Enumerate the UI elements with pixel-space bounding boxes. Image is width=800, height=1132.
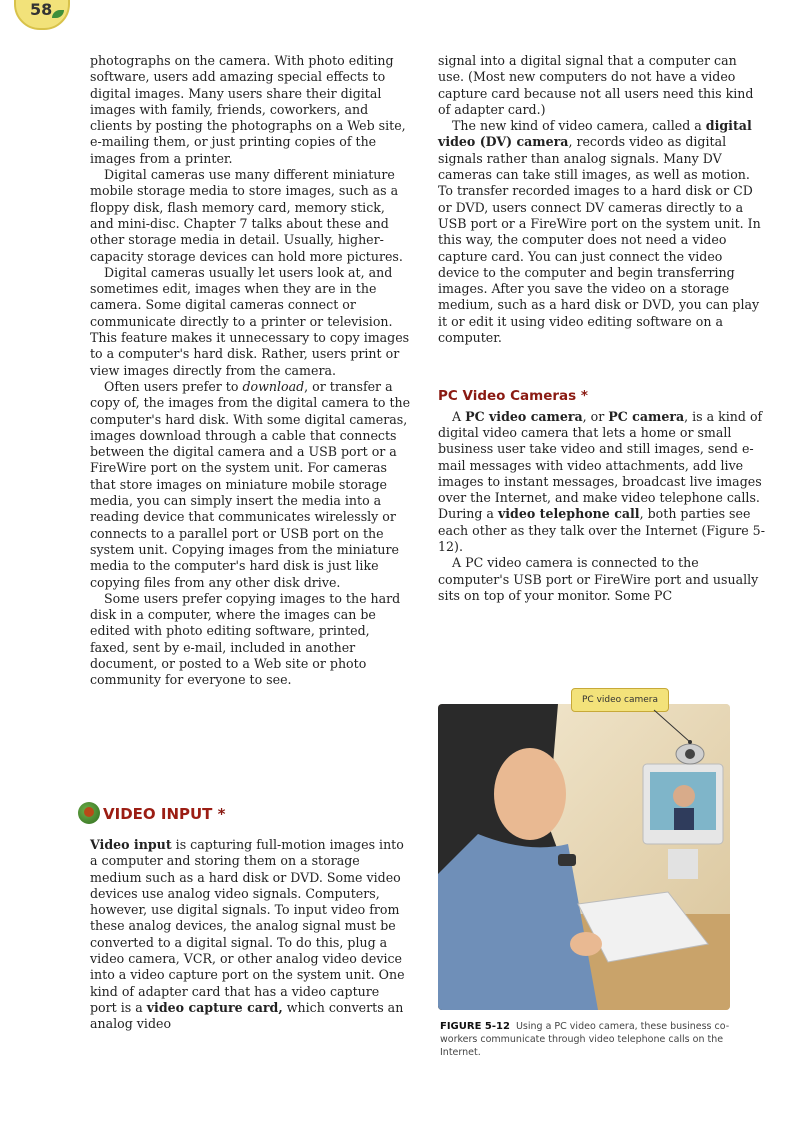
- right-column: [438, 53, 766, 604]
- paragraph: photographs on the camera. With photo editing software, users add amazing special effects to digital images. Many users share their digital images with family, friends, coworkers, and clients by posting the photographs on a Web site, e-mailing them, or just printing copies of the images from a printer.: [90, 53, 406, 166]
- figure-label: FIGURE 5-12: [440, 1021, 510, 1032]
- figure-caption-text: Using a PC video camera, these business co-workers communicate through video telephone calls on the Internet.: [440, 1021, 730, 1058]
- term-video-input: Video input: [90, 837, 172, 852]
- page-number: 58: [30, 0, 53, 19]
- subheading-text: PC Video Cameras: [438, 388, 577, 405]
- paragraph: [90, 837, 406, 1033]
- paragraph: Digital cameras usually let users look at, and sometimes edit, images when they are in the camera. Some digital cameras connect or communicate directly to a printer or television. This feature makes it unnecessary to copy images to a computer's hard disk. Rather, users print or view images directly from the camera.: [90, 264, 410, 378]
- text-run: , or: [582, 408, 609, 424]
- paragraph: signal into a digital signal that a computer can use. (Most new computers do not have a video capture card because not all users need this kind of adapter card.): [438, 53, 754, 117]
- text-run: , is a kind of digital video camera that lets a home or small business user take video and still images, send e-mail messages with video attachments, add live images to instant messages, broadcast live images over the Internet, and make video telephone calls. During a: [438, 408, 763, 522]
- figure-photo: [438, 704, 730, 1010]
- section-badge-icon: [78, 802, 100, 824]
- left-column: [90, 53, 412, 689]
- text-run: , or transfer a copy of, the images from the digital camera to the computer's hard disk. With some digital cameras, images download through a cable that connects between the digital camera and a USB port or a FireWire port on the system unit. For cameras that store images on miniature mobile storage media, you can simply insert the media into a reading device that communicates wirelessly or connects to a parallel port or USB port on the system unit. Copying images from the miniature media to the computer's hard disk is just like copying files from any other disk drive.: [90, 378, 411, 590]
- term-video-telephone-call: video telephone call: [497, 506, 640, 522]
- paragraph: Some users prefer copying images to the hard disk in a computer, where the images can be edited with photo editing software, printed, faxed, sent by e-mail, included in another document, or posted to a Web site or photo community for everyone to see.: [90, 590, 401, 688]
- text-run: , records video as digital signals rather than analog signals. Many DV cameras can take still images, as well as motion. To transfer recorded images to a hard disk or CD or DVD, users connect DV cameras directly to a USB port or a FireWire port on the system unit. In this way, the computer does not need a video capture card. You can just connect the video device to the computer and begin transferring images. After you save the video on a storage medium, such as a hard disk or DVD, you can play it or edit it using video editing software on a computer.: [438, 134, 761, 346]
- paragraph: [438, 118, 766, 346]
- figure-caption: [440, 1020, 740, 1059]
- figure-callout: PC video camera: [571, 688, 669, 712]
- text-run: The new kind of video camera, called a: [452, 118, 706, 134]
- term-pc-camera: PC camera: [608, 408, 685, 424]
- term-video-capture-card: video capture card,: [146, 999, 283, 1015]
- leaf-icon: [52, 10, 64, 18]
- section-heading: [78, 802, 226, 824]
- subheading: [438, 388, 766, 404]
- page-number-tab: [14, 0, 70, 30]
- callout-leader-line: [650, 708, 700, 748]
- paragraph: [90, 379, 412, 591]
- paragraph: Digital cameras use many different miniature mobile storage media to store images, such as a floppy disk, flash memory card, memory stick, and mini-disc. Chapter 7 talks about these and other storage media in detail. Usually, higher-capacity storage devices can hold more pictures.: [90, 167, 403, 264]
- figure-illustration: [438, 704, 730, 1010]
- left-column-lower: [90, 837, 406, 1033]
- star-marker: *: [580, 388, 588, 405]
- term-pc-video-camera: PC video camera: [465, 408, 583, 424]
- text-run: A: [452, 408, 466, 424]
- text-run: which converts an analog video: [90, 999, 404, 1032]
- text-run: , both parties see each other as they talk over the Internet (Figure 5-12).: [438, 506, 765, 555]
- paragraph: A PC video camera is connected to the computer's USB port or FireWire port and usually sits on top of your monitor. Some PC: [438, 555, 759, 603]
- term-download: download: [242, 378, 305, 394]
- text-run: is capturing full-motion images into a computer and storing them on a storage medium such as a hard disk or DVD. Some video devices use analog video signals. Computers, however, use digital signals. To input video from these analog devices, the analog signal must be converted to a digital signal. To do this, plug a video camera, VCR, or other analog video device into a video capture port on the system unit. One kind of adapter card that has a video capture port is a: [90, 837, 405, 1015]
- text-run: Often users prefer to: [104, 378, 243, 394]
- section-title: VIDEO INPUT: [103, 805, 213, 823]
- term-dv-camera: digital video (DV) camera: [438, 118, 752, 150]
- star-marker: *: [217, 805, 226, 823]
- paragraph: [438, 409, 766, 556]
